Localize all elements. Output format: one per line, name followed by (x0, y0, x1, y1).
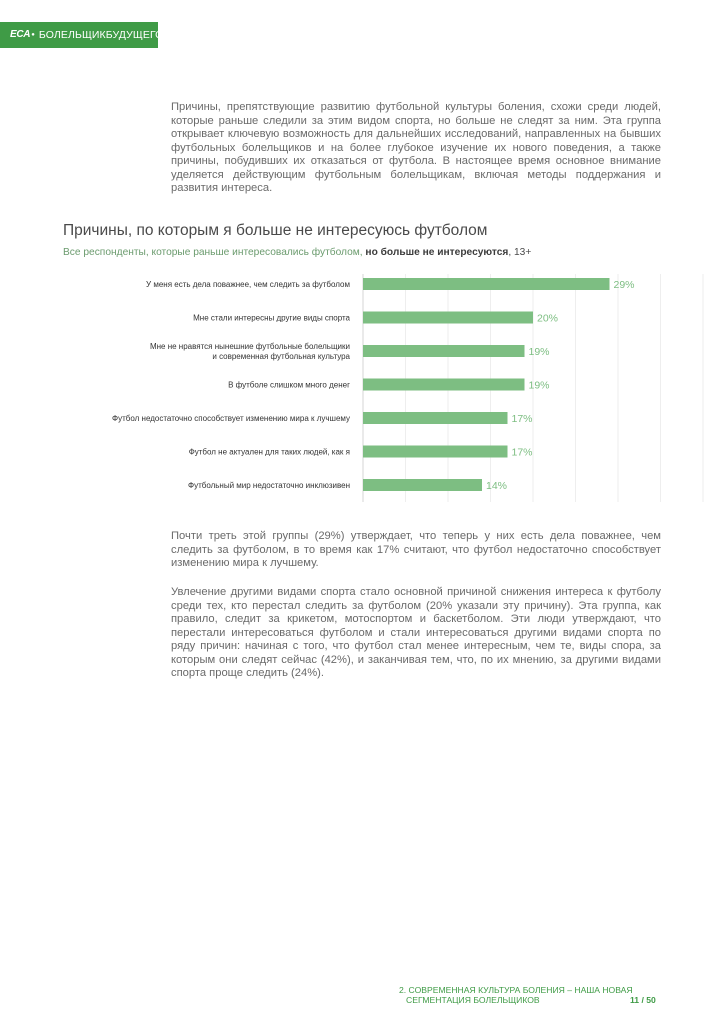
chart-bar (363, 278, 610, 290)
chart-subtitle (63, 247, 531, 258)
chart-bar (363, 379, 525, 391)
logo-mark-icon: ● (31, 32, 35, 38)
logo-text: ECA (10, 29, 31, 40)
chart-category-label: Футбол недостаточно способствует изменению мира к лучшему (112, 414, 350, 423)
chart-title: Причины, по которым я больше не интересуюсь футболом (63, 222, 488, 239)
intro-paragraph: Причины, препятствующие развитию футбольной культуры боления, схожи среди людей, которые раньше следили за этим видом спорта, но больше не следят за ним. Эта группа открывает ключевую возможность для дальнейших исследований, направленных на бывших футбольных болельщиков и на более глубокое изучение их нового поведения, а также причины, побудивших их отказаться от футбола. В настоящее время основное внимание уделяется действующим футбольным болельщикам, включая методы поддержания и развития интереса. (171, 101, 661, 194)
chart-value-label: 19% (528, 346, 550, 358)
chart-category-label: В футболе слишком много денег (228, 380, 350, 390)
chart-value-label: 20% (537, 312, 559, 325)
header-title: БОЛЕЛЬЩИКБУДУЩЕГО (38, 29, 164, 41)
chart-category-label: Футбольный мир недостаточно инклюзивен (187, 481, 350, 490)
paragraph-3: Увлечение другими видами спорта стало основной причиной снижения интереса к футболу среди тех, кто перестал следить за футболом (20% указали эту причину). Эта группа, как правило, следит за крикетом, мотоспортом и баскетболом. Эти люди утверждают, что перестали интересоваться футболом и стали интересоваться другими видами спорта по ряду причин: начиная с того, что футбол стал менее интересным, чем те, виды спора, за которым они следят сейчас (42%), и заканчивая тем, что, по их мнению, за другими видами спорта проще следить (24%). (171, 586, 661, 679)
chart-bar (363, 345, 525, 357)
chart-value-label: 17% (511, 413, 533, 425)
chart-bar (363, 312, 533, 324)
chart-bar (363, 446, 508, 458)
chart-subtitle-prefix: Все респонденты, которые раньше интересовались футболом, (63, 247, 366, 258)
chart-category-label: У меня есть дела поважнее, чем следить за футболом (146, 280, 350, 289)
page-number: 11 / 50 (630, 995, 656, 1005)
footer-section (399, 985, 639, 1005)
chart-category-label: и современная футбольная культура (212, 352, 350, 361)
chart-category-label: Мне не нравятся нынешние футбольные болельщики (149, 342, 350, 351)
chart-subtitle-suffix: , 13+ (508, 247, 532, 258)
chart-category-label: Футбол не актуален для таких людей, как я (188, 447, 350, 457)
chart-subtitle-bold: но больше не интересуются (365, 247, 509, 258)
chart-category-label: Мне стали интересны другие виды спорта (193, 313, 350, 323)
chart-value-label: 19% (528, 379, 550, 392)
chart-value-label: 29% (613, 279, 635, 291)
footer-section-line2: СЕГМЕНТАЦИЯ БОЛЕЛЬЩИКОВ (406, 995, 540, 1005)
eca-logo (10, 28, 35, 42)
bar-chart (0, 270, 723, 510)
header-bar (0, 22, 164, 48)
paragraph-2: Почти треть этой группы (29%) утверждает, что теперь у них есть дела поважнее, чем следить за футболом, в то время как 17% считают, что футбол недостаточно способствует изменению мира к лучшему. (171, 530, 661, 569)
chart-bar (363, 479, 482, 491)
chart-value-label: 14% (486, 480, 508, 492)
chart-bar (363, 412, 508, 424)
footer-section-line1: 2. СОВРЕМЕННАЯ КУЛЬТУРА БОЛЕНИЯ – НАША НОВАЯ (399, 985, 633, 995)
chart-value-label: 17% (511, 446, 533, 459)
